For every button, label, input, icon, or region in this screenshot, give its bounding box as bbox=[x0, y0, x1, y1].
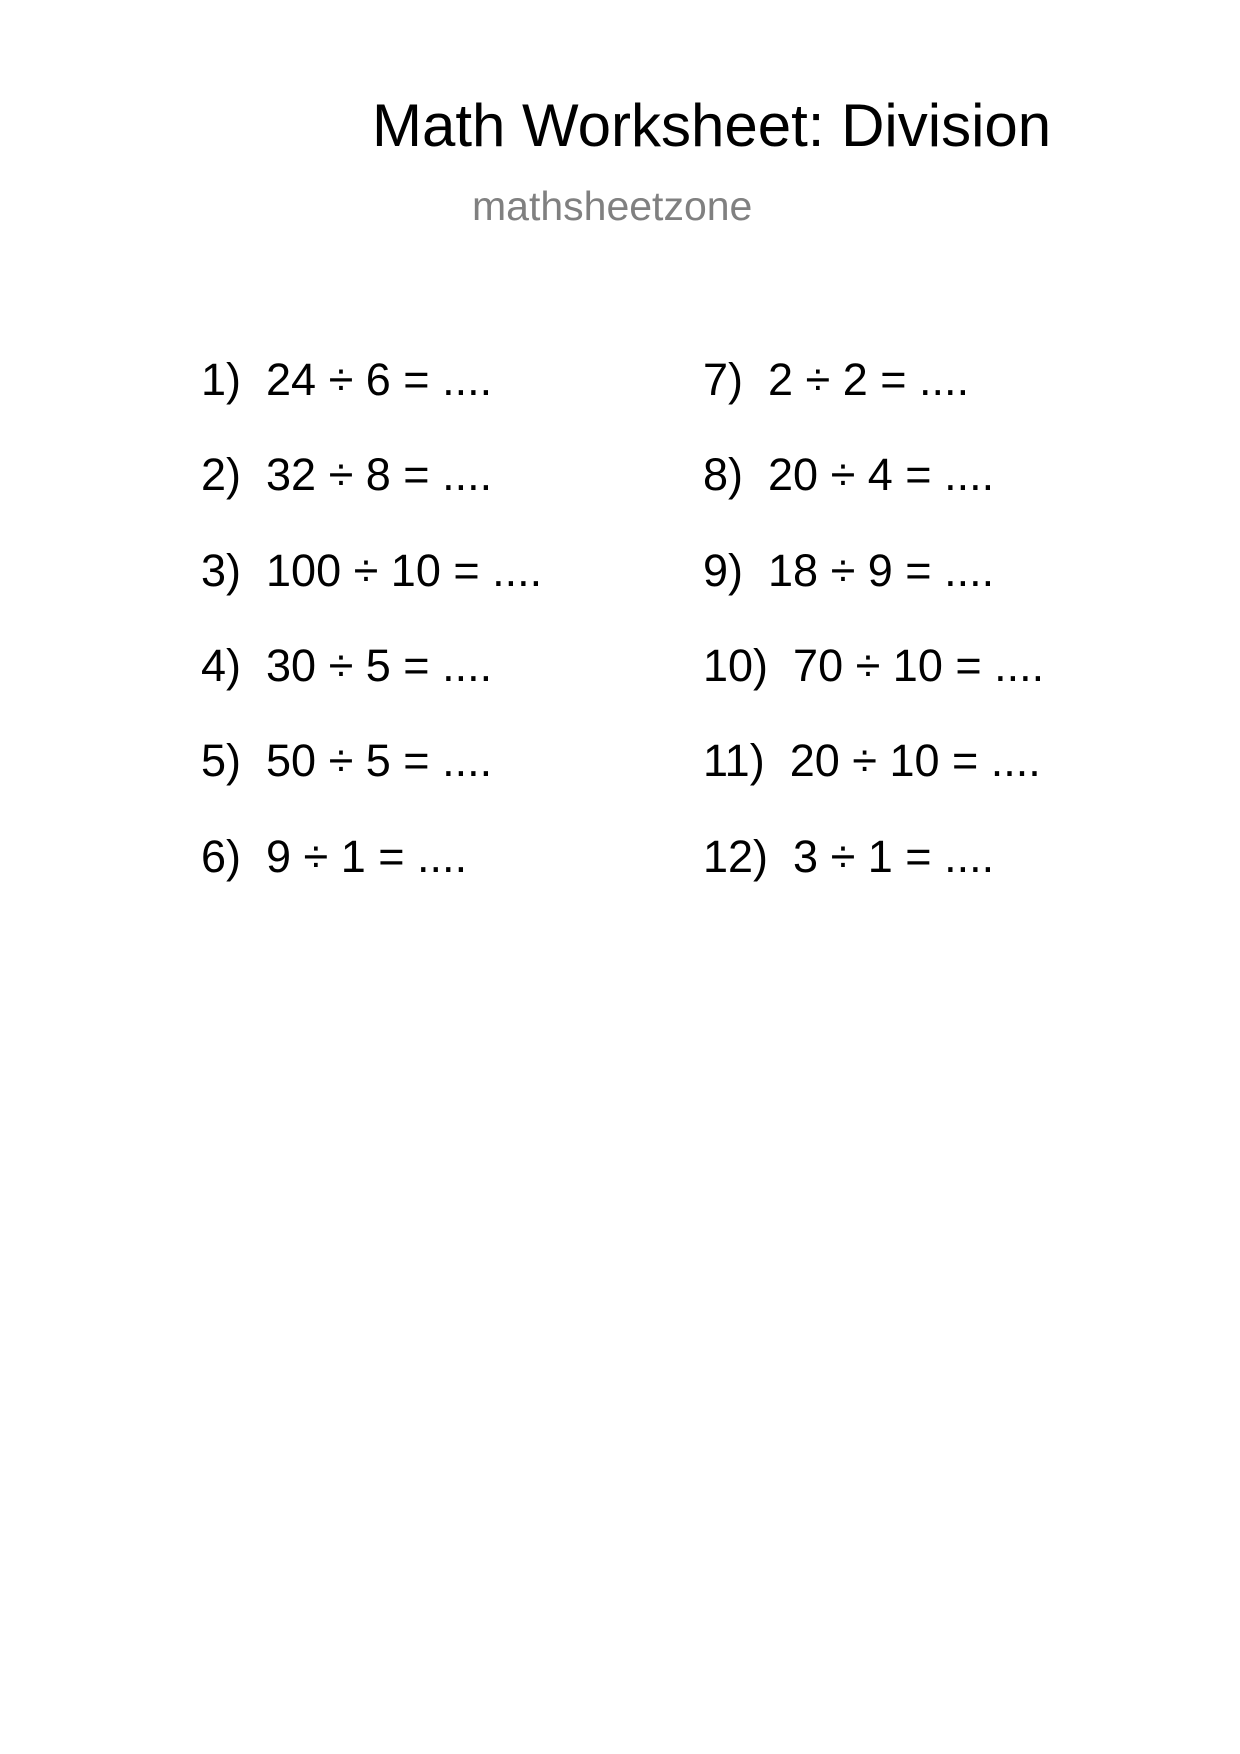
problem-item: 1) 24 ÷ 6 = .... bbox=[201, 354, 493, 405]
problem-item: 8) 20 ÷ 4 = .... bbox=[703, 449, 995, 501]
page-title: Math Worksheet: Division bbox=[372, 92, 1052, 159]
problem-item: 7) 2 ÷ 2 = .... bbox=[703, 354, 970, 405]
problem-item: 4) 30 ÷ 5 = .... bbox=[201, 639, 493, 691]
problem-item: 10) 70 ÷ 10 = .... bbox=[703, 639, 1045, 691]
problem-item: 9) 18 ÷ 9 = .... bbox=[703, 544, 995, 596]
problem-item: 5) 50 ÷ 5 = .... bbox=[201, 735, 493, 787]
problem-item: 3) 100 ÷ 10 = .... bbox=[201, 544, 543, 596]
subtitle: mathsheetzone bbox=[472, 183, 753, 229]
problem-item: 12) 3 ÷ 1 = .... bbox=[703, 830, 995, 882]
problem-item: 2) 32 ÷ 8 = .... bbox=[201, 449, 493, 501]
problem-item: 6) 9 ÷ 1 = .... bbox=[201, 830, 468, 882]
problem-item: 11) 20 ÷ 10 = .... bbox=[703, 735, 1041, 787]
